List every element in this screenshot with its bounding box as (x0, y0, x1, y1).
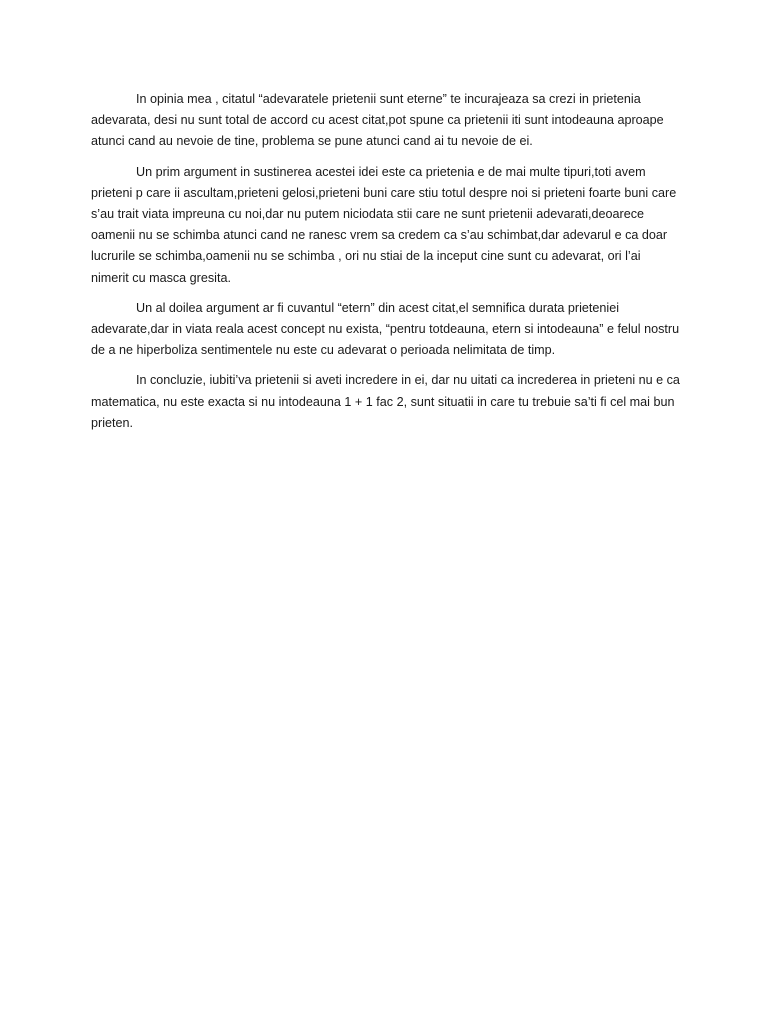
document-body (91, 89, 681, 443)
paragraph-conclusion: In concluzie, iubiti’va prietenii si aveti incredere in ei, dar nu uitati ca increderea in prieteni nu e ca matematica, nu este exacta si nu intodeauna 1 + 1 fac 2, sunt situatii in care tu trebuie sa’ti fi cel mai bun prieten. (91, 373, 680, 430)
paragraph-second-argument: Un al doilea argument ar fi cuvantul “etern” din acest citat,el semnifica durata prieteniei adevarate,dar in viata reala acest concept nu exista, “pentru totdeauna, etern si intodeauna” e felul nostru de a ne hiperboliza sentimentele nu este cu adevarat o perioada nelimitata de timp. (91, 300, 680, 358)
paragraph-intro: In opinia mea , citatul “adevaratele prietenii sunt eterne” te incurajeaza sa crezi in prietenia adevarata, desi nu sunt total de accord cu acest citat,pot spune ca prietenii iti sunt intodeauna aproape atunci cand au nevoie de tine, problema se pune atunci cand ai tu nevoie de ei. (91, 92, 664, 149)
paragraph-first-argument: Un prim argument in sustinerea acestei idei este ca prietenia e de mai multe tipuri,toti avem prieteni p care ii ascultam,prieteni gelosi,prieteni buni care stiu totul despre noi si prieteni foarte buni care s’au trait viata impreuna cu noi,dar nu putem niciodata stii care ne sunt prietenii adevarati,deoarece oamenii nu se schimba atunci cand ne ranesc vrem sa credem ca s’au schimbat,dar adevarul e ca doar lucrurile se schimba,oamenii nu se schimba , ori nu stiai de la inceput cine sunt cu adevarat, ori l’ai nimerit cu masca gresita. (91, 164, 677, 285)
